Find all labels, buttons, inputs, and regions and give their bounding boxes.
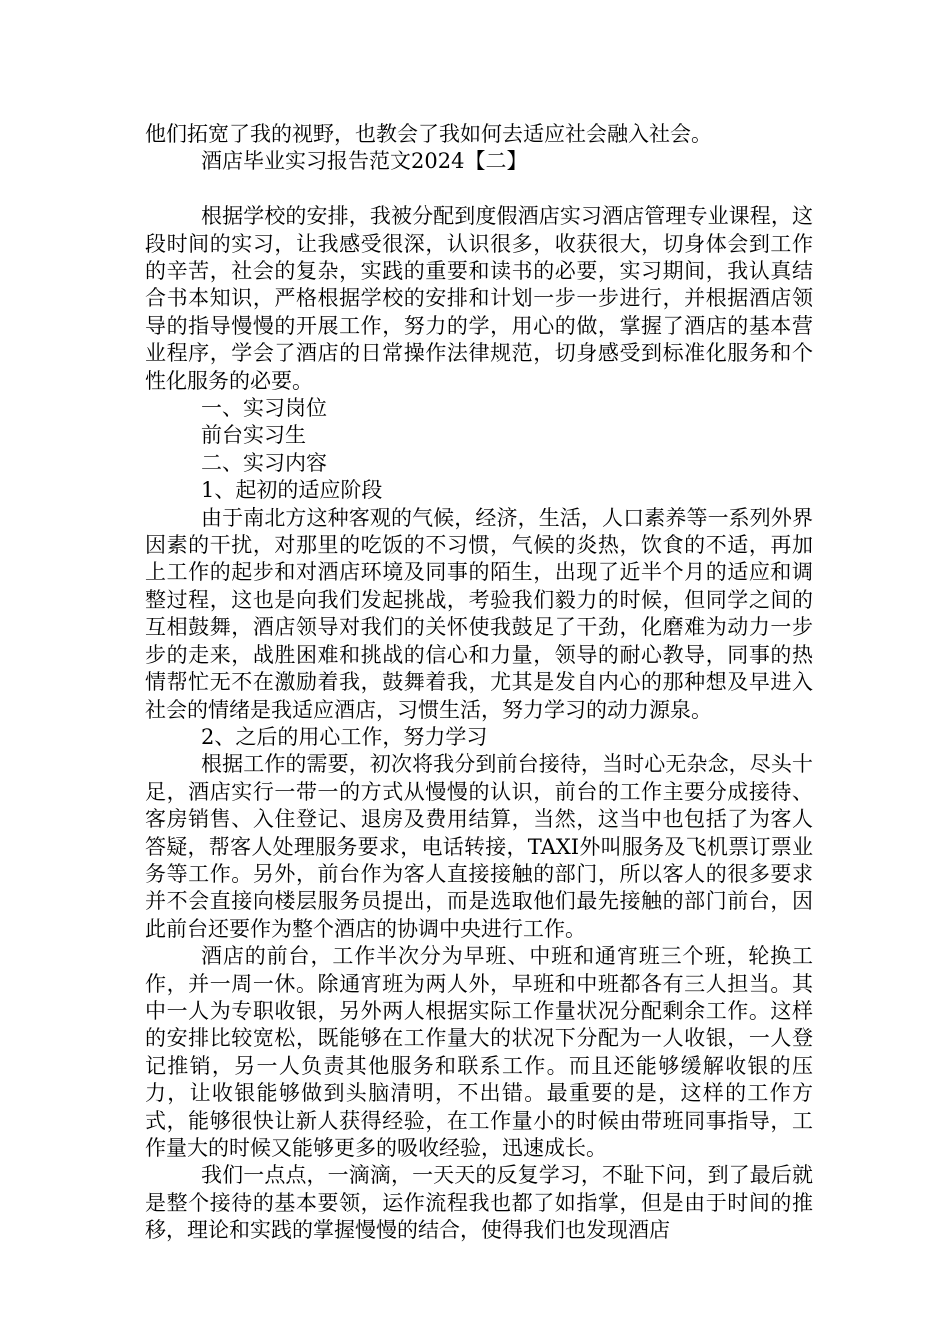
subheading-work-study: 2、之后的用心工作，努力学习 — [201, 724, 488, 749]
document-body — [145, 121, 813, 1245]
paragraph-adaptation: 由于南北方这种客观的气候，经济，生活，人口素养等一系列外界因素的干扰，对那里的吃饭的不习惯，气候的炎热，饮食的不适，再加上工作的起步和对酒店环境及同事的陌生，出现了近半个月的适应和调整过程，这也是向我们发起挑战，考验我们毅力的时候，但同学之间的互相鼓舞，酒店领导对我们的关怀使我鼓足了干劲，化磨难为动力一步步的走来，战胜困难和挑战的信心和力量，领导的耐心教导，同事的热情帮忙无不在激励着我，鼓舞着我，尤其是发自内心的那种想及早进入社会的情绪是我适应酒店，习惯生活，努力学习的动力源泉。 — [145, 505, 813, 722]
paragraph-front-desk: 根据工作的需要，初次将我分到前台接待，当时心无杂念，尽头十足，酒店实行一带一的方式从慢慢的认识，前台的工作主要分成接待、客房销售、入住登记、退房及费用结算，当然，这当中也包括了为客人答疑，帮客人处理服务要求，电话转接，TAXI外叫服务及飞机票订票业务等工作。另外，前台作为客人直接接触的部门，所以客人的很多要求并不会直接向楼层服务员提出，而是选取他们最先接触的部门前台，因此前台还要作为整个酒店的协调中央进行工作。 — [145, 752, 813, 941]
blank-line — [145, 176, 813, 203]
paragraph-learning: 我们一点点，一滴滴，一天天的反复学习，不耻下问，到了最后就是整个接待的基本要领，运作流程我也都了如指掌，但是由于时间的推移，理论和实践的掌握慢慢的结合，使得我们也发现酒店 — [145, 1163, 813, 1243]
heading-internship-content: 二、实习内容 — [201, 450, 327, 475]
text-position-name: 前台实习生 — [201, 423, 306, 448]
paragraph-intro: 根据学校的安排，我被分配到度假酒店实习酒店管理专业课程，这段时间的实习，让我感受很深，认识很多，收获很大，切身体会到工作的辛苦，社会的复杂，实践的重要和读书的必要，实习期间，我认真结合书本知识，严格根据学校的安排和计划一步一步进行，并根据酒店领导的指导慢慢的开展工作，努力的学，用心的做，掌握了酒店的基本营业程序，学会了酒店的日常操作法律规范，切身感受到标准化服务和个性化服务的必要。 — [145, 204, 813, 393]
heading-internship-position: 一、实习岗位 — [201, 396, 327, 421]
subheading-adaptation: 1、起初的适应阶段 — [201, 478, 383, 503]
section-title: 酒店毕业实习报告范文2024【二】 — [201, 149, 528, 174]
paragraph-closing-line: 他们拓宽了我的视野，也教会了我如何去适应社会融入社会。 — [145, 122, 712, 146]
paragraph-shifts: 酒店的前台，工作半次分为早班、中班和通宵班三个班，轮换工作，并一周一休。除通宵班为两人外，早班和中班都各有三人担当。其中一人为专职收银，另外两人根据实际工作量状况分配剩余工作。这样的安排比较宽松，既能够在工作量大的状况下分配为一人收银，一人登记推销，另一人负责其他服务和联系工作。而且还能够缓解收银的压力，让收银能够做到头脑清明，不出错。最重要的是，这样的工作方式，能够很快让新人获得经验，在工作量小的时候由带班同事指导，工作量大的时候又能够更多的吸收经验，迅速成长。 — [145, 944, 813, 1161]
